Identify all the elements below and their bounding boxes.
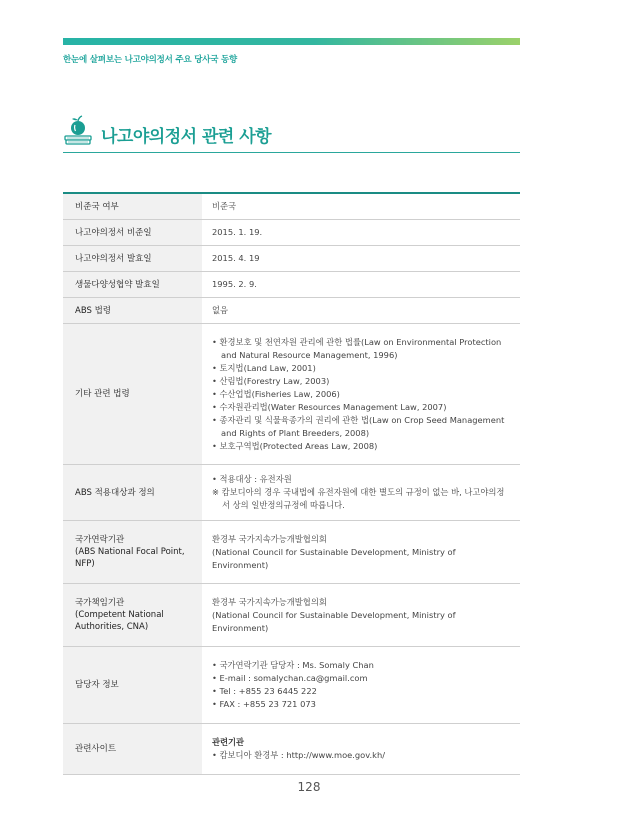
value-heading: 관련기관	[212, 737, 245, 747]
row-value	[202, 724, 520, 774]
label-line: 국가책임기관	[75, 598, 125, 608]
row-label: ABS 법령	[63, 298, 202, 323]
list-item: • 환경보호 및 천연자원 관리에 관한 법률(Law on Environmental Protection and Natural Resource Management, 1996)	[212, 336, 512, 362]
row-label: 관련사이트	[63, 724, 202, 774]
section-title: 나고야의정서 관련 사항	[101, 127, 272, 147]
label-line: Authorities, CNA)	[75, 622, 149, 632]
info-table	[63, 192, 520, 775]
row-value: 없음	[212, 305, 229, 315]
list-item: • 수자원관리법(Water Resources Management Law, 2007)	[212, 401, 512, 414]
table-row	[63, 194, 520, 220]
list-item: • 보호구역법(Protected Areas Law, 2008)	[212, 440, 512, 453]
section-title-block	[63, 114, 520, 153]
row-label	[63, 521, 202, 583]
contact-list	[202, 647, 520, 723]
label-line: (ABS National Focal Point,	[75, 547, 185, 557]
row-label: 담당자 정보	[63, 647, 202, 723]
row-value	[202, 465, 520, 520]
list-item: • 적용대상 : 유전자원	[212, 473, 512, 486]
list-item: • Tel : +855 23 6445 222	[212, 685, 512, 698]
row-label: 나고야의정서 발효일	[63, 246, 202, 271]
books-apple-icon	[63, 114, 93, 146]
website-link[interactable]: • 캄보디아 환경부 : http://www.moe.gov.kh/	[212, 749, 512, 762]
table-row	[63, 724, 520, 775]
running-header: 한눈에 살펴보는 나고야의정서 주요 당사국 동향	[63, 55, 238, 65]
page-number: 128	[297, 780, 321, 794]
table-row	[63, 220, 520, 246]
row-label: 생물다양성협약 발효일	[63, 272, 202, 297]
row-value: 비준국	[212, 201, 237, 211]
row-value: 1995. 2. 9.	[212, 279, 257, 289]
list-item: • 수산업법(Fisheries Law, 2006)	[212, 388, 512, 401]
label-line: (Competent National	[75, 610, 164, 620]
header-accent-bar	[63, 38, 520, 45]
list-item: • 토지법(Land Law, 2001)	[212, 362, 512, 375]
label-line: NFP)	[75, 559, 95, 569]
table-row	[63, 465, 520, 521]
list-item: • 종자관리 및 식물육종가의 권리에 관한 법(Law on Crop Seed Management and Rights of Plant Breeders, 2008)	[212, 414, 512, 440]
list-item: • E-mail : somalychan.ca@gmail.com	[212, 672, 512, 685]
label-line: 국가연락기관	[75, 535, 125, 545]
list-item: • 산림법(Forestry Law, 2003)	[212, 375, 512, 388]
table-row	[63, 584, 520, 647]
list-item: • FAX : +855 23 721 073	[212, 698, 512, 711]
row-label: ABS 적용대상과 정의	[63, 465, 202, 520]
row-label: 기타 관련 법령	[63, 324, 202, 464]
row-value: 2015. 1. 19.	[212, 227, 263, 237]
row-value	[202, 584, 520, 646]
value-line: (National Council for Sustainable Development, Ministry of Environment)	[212, 609, 456, 633]
value-line: 환경부 국가지속가능개발협의회	[212, 596, 327, 607]
row-label	[63, 584, 202, 646]
related-laws-list	[202, 324, 520, 464]
row-label: 비준국 여부	[63, 194, 202, 219]
table-row	[63, 647, 520, 724]
note-text: ※ 캄보디아의 경우 국내법에 유전자원에 대한 별도의 규정이 없는 바, 나고야의정서 상의 일반정의규정에 따릅니다.	[212, 487, 505, 510]
row-value	[202, 521, 520, 583]
table-row	[63, 272, 520, 298]
row-value: 2015. 4. 19	[212, 253, 260, 263]
table-row	[63, 324, 520, 465]
list-item: • 국가연락기관 담당자 : Ms. Somaly Chan	[212, 659, 512, 672]
table-row	[63, 298, 520, 324]
table-row	[63, 246, 520, 272]
value-line: 환경부 국가지속가능개발협의회	[212, 533, 327, 544]
value-line: (National Council for Sustainable Development, Ministry of Environment)	[212, 546, 456, 570]
table-row	[63, 521, 520, 584]
row-label: 나고야의정서 비준일	[63, 220, 202, 245]
